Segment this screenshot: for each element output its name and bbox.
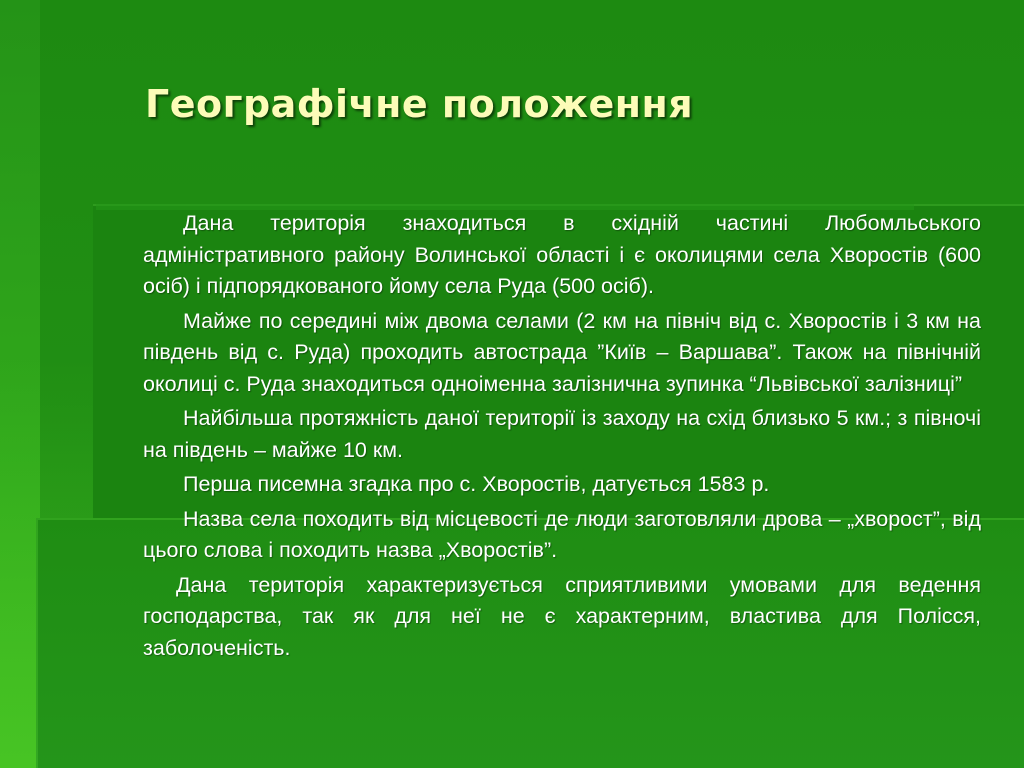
body-paragraph-name-origin: Назва села походить від місцевості де люди заготовляли дрова – „хворост”, від цього слова і походить назва „Хворостів”. bbox=[143, 506, 981, 562]
body-paragraph-extent: Найбільша протяжність даної території із заходу на схід близько 5 км.; з півночі на південь – майже 10 км. bbox=[143, 406, 981, 462]
body-paragraph-first-mention: Перша писемна згадка про с. Хворостів, датується 1583 р. bbox=[183, 472, 770, 496]
body-paragraph-conditions: Дана територія характеризується сприятливими умовами для ведення господарства, так як для неї не є характерним, властива для Полісся, заболоченість. bbox=[143, 572, 981, 660]
slide-body bbox=[143, 208, 981, 667]
body-paragraph-location: Дана територія знаходиться в східній частині Любомльського адміністративного району Волинської області і є околицями села Хворостів (600 осіб) і підпорядкованого йому села Руда (500 осіб). bbox=[143, 211, 981, 298]
slide-title: Географічне положення bbox=[145, 82, 694, 126]
body-paragraph-highway: Майже по середині між двома селами (2 км на північ від с. Хворостів і 3 км на південь від с. Руда) проходить автострада ”Київ – Варшава”. Також на північній околиці с. Руда знаходиться одноіменна залізнична зупинка “Львівської залізниці” bbox=[143, 308, 981, 396]
